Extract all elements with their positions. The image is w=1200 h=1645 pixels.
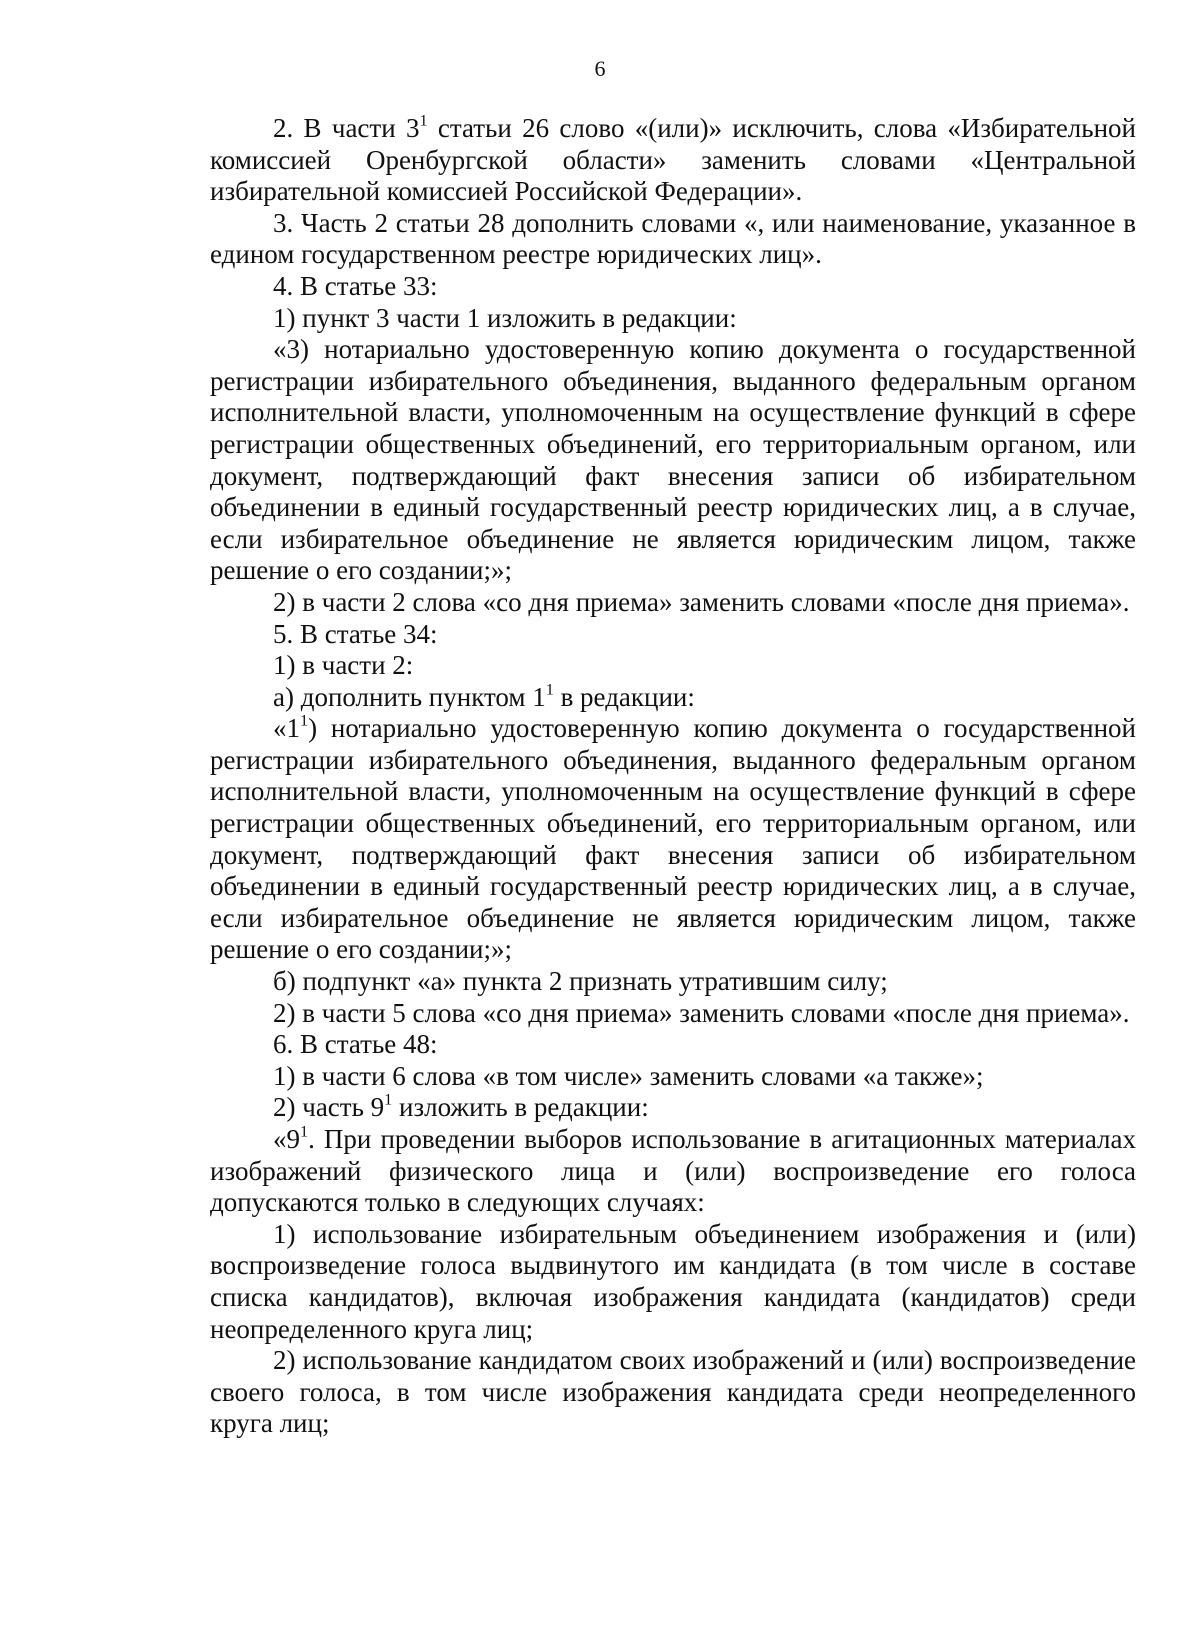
paragraph: [210, 208, 1136, 271]
paragraph-text: 3. Часть 2 статьи 28 дополнить словами «, или наименование, указанное в едином государственном реестре юридических лиц».: [210, 207, 1136, 270]
paragraph: [210, 271, 1136, 303]
paragraph: [210, 1219, 1136, 1345]
paragraph-text: 1) в части 2:: [273, 650, 414, 681]
paragraph: [210, 619, 1136, 651]
paragraph-text: 2) использование кандидатом своих изображений и (или) воспроизведение своего голоса, в том числе изображения кандидата среди неопределенного круга лиц;: [210, 1345, 1136, 1439]
paragraph-text: . При проведении выборов использование в агитационных материалах изображений физического лица и (или) воспроизведение его голоса допускаются только в следующих случаях:: [210, 1124, 1136, 1218]
superscript: 1: [384, 1091, 393, 1110]
paragraph-text: «1: [273, 713, 300, 744]
superscript: 1: [419, 111, 428, 130]
paragraph-text: 4. В статье 33:: [273, 270, 438, 301]
superscript: 1: [545, 680, 554, 699]
paragraph-text: в редакции:: [553, 681, 695, 712]
paragraph: [210, 1092, 1136, 1124]
document-body: [210, 113, 1136, 1440]
paragraph: [210, 1345, 1136, 1440]
paragraph-text: 5. В статье 34:: [273, 618, 438, 649]
paragraph: [210, 587, 1136, 619]
paragraph-text: статьи 26 слово «(или)» исключить, слова «Избирательной комиссией Оренбургской области» заменить словами «Центральной избирательной комиссией Российской Федерации».: [210, 113, 1136, 207]
paragraph: [210, 998, 1136, 1030]
paragraph: [210, 966, 1136, 998]
paragraph-text: 2) в части 5 слова «со дня приема» заменить словами «после дня приема».: [273, 997, 1130, 1028]
superscript: 1: [300, 1122, 309, 1141]
paragraph-text: 1) пункт 3 части 1 изложить в редакции:: [273, 302, 737, 333]
paragraph: [210, 1124, 1136, 1219]
paragraph-text: ) нотариально удостоверенную копию документа о государственной регистрации избирательного объединения, выданного федеральным органом исполнительной власти, уполномоченным на осуществление функций в сфере регистрации общественных объединений, его территориальным органом, или документ, подтверждающий факт внесения записи об избирательном объединении в единый государственный реестр юридических лиц, а в случае, если избирательное объединение не является юридическим лицом, также решение о его создании;»;: [210, 713, 1136, 965]
paragraph-text: «9: [273, 1124, 300, 1154]
paragraph-text: 2) в части 2 слова «со дня приема» заменить словами «после дня приема».: [273, 586, 1130, 617]
paragraph: [210, 713, 1136, 966]
superscript: 1: [300, 711, 309, 730]
page-number: 6: [594, 56, 606, 81]
paragraph-text: 2) часть 9: [273, 1092, 385, 1123]
paragraph: [210, 1029, 1136, 1061]
paragraph: [210, 334, 1136, 587]
paragraph: [210, 650, 1136, 682]
paragraph: [210, 113, 1136, 208]
paragraph-text: 1) использование избирательным объединением изображения и (или) воспроизведение голоса выдвинутого им кандидата (в том числе в составе списка кандидатов), включая изображения кандидата (кандидатов) среди неопределенного круга лиц;: [210, 1218, 1136, 1344]
paragraph: [210, 303, 1136, 335]
paragraph-text: «3) нотариально удостоверенную копию документа о государственной регистрации избирательного объединения, выданного федеральным органом исполнительной власти, уполномоченным на осуществление функций в сфере регистрации общественных объединений, его территориальным органом, или документ, подтверждающий факт внесения записи об избирательном объединении в единый государственный реестр юридических лиц, а в случае, если избирательное объединение не является юридическим лицом, также решение о его создании;»;: [210, 334, 1136, 586]
paragraph-text: 1) в части 6 слова «в том числе» заменить словами «а также»;: [273, 1060, 984, 1091]
paragraph: [210, 682, 1136, 714]
paragraph: [210, 1061, 1136, 1093]
paragraph-text: 6. В статье 48:: [273, 1029, 438, 1060]
paragraph-text: изложить в редакции:: [392, 1092, 649, 1123]
paragraph-text: 2. В части 3: [273, 113, 420, 143]
paragraph-text: б) подпункт «а» пункта 2 признать утратившим силу;: [273, 966, 888, 997]
paragraph-text: а) дополнить пунктом 1: [273, 681, 546, 712]
